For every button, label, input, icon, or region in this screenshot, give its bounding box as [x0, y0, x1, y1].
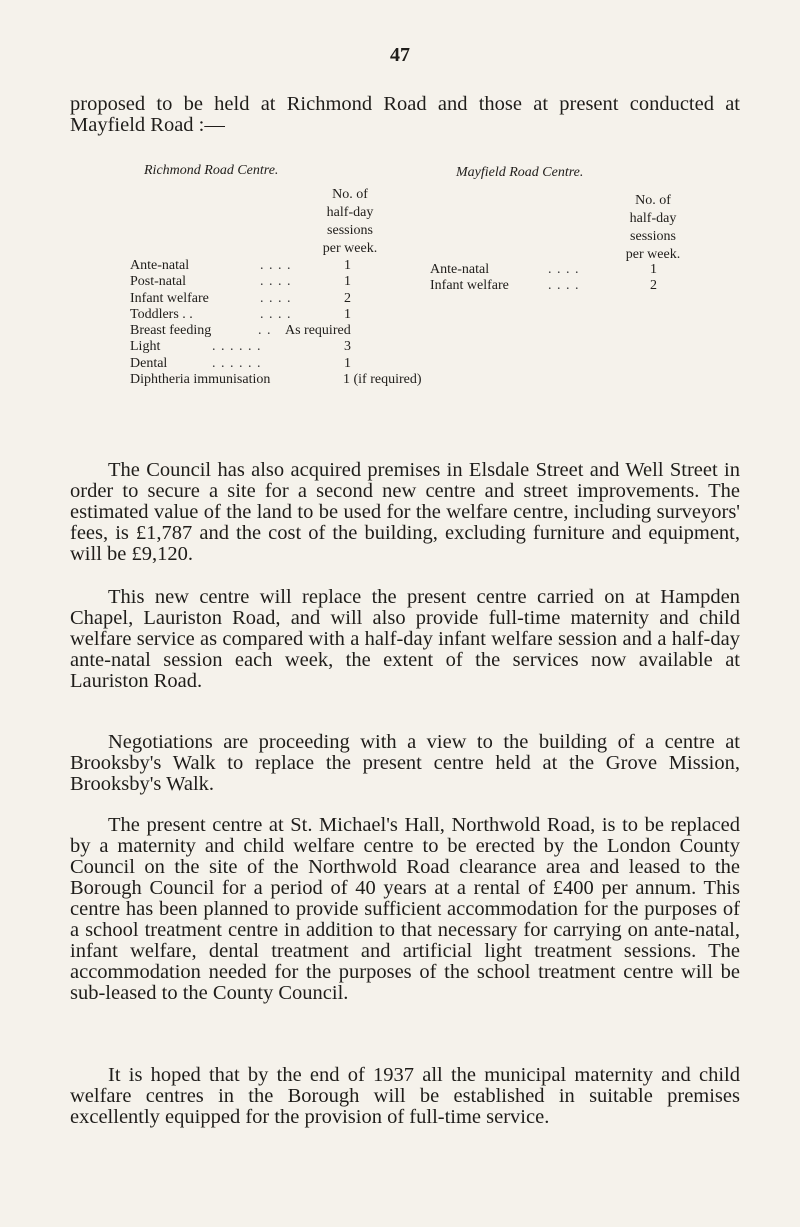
leader-dots: . . . .	[260, 306, 292, 322]
table-row	[130, 323, 470, 339]
mayfield-rows	[430, 262, 730, 295]
row-label: Ante-natal	[130, 258, 190, 273]
row-value: As required	[285, 323, 351, 339]
richmond-heading: Richmond Road Centre.	[144, 163, 279, 178]
row-value: 1	[344, 274, 351, 290]
richmond-units	[305, 186, 395, 258]
leader-dots: . .	[258, 323, 272, 339]
row-label: Light	[130, 339, 161, 355]
leader-dots: . . . . . .	[212, 339, 262, 355]
table-row	[430, 262, 730, 278]
page-number: 47	[390, 44, 410, 66]
table-row	[430, 278, 730, 294]
intro-text: proposed to be held at Richmond Road and those at present conducted at Mayfield Road :—	[70, 93, 740, 136]
row-value: 1	[344, 355, 351, 371]
row-value: 1	[650, 262, 657, 277]
row-label: Toddlers . .	[130, 306, 193, 322]
row-label: Post-natal	[130, 274, 186, 290]
row-value: 1	[344, 306, 351, 322]
paragraph: Negotiations are proceeding with a view to the building of a centre at Brooksby's Walk to replace the present centre held at the Grove Mission, Brooksby's Walk.	[70, 731, 740, 795]
paragraph: This new centre will replace the present centre carried on at Hampden Chapel, Lauriston Road, and will also provide full-time maternity and child welfare service as compared with a half-day infant welfare session and a half-day ante-natal session each week, the extent of the services now available at Lauriston Road.	[70, 586, 740, 692]
row-label: Dental	[130, 355, 168, 371]
row-label: Diphtheria immunisation	[130, 372, 271, 388]
units-line: No. of	[635, 193, 671, 208]
leader-dots: . . . . . .	[212, 355, 262, 371]
units-line: half-day	[629, 211, 677, 226]
paragraph: It is hoped that by the end of 1937 all the municipal maternity and child welfare centres in the Borough will be established in suitable premises excellently equipped for the provision of full-time service.	[70, 1064, 740, 1128]
row-label: Infant welfare	[130, 290, 209, 306]
units-line: half-day	[326, 205, 374, 220]
richmond-rows	[130, 258, 470, 388]
row-label: Infant welfare	[430, 278, 509, 294]
units-line: per week.	[625, 247, 681, 262]
row-value: 3	[344, 339, 351, 355]
units-line: sessions	[630, 229, 676, 244]
row-label: Ante-natal	[430, 262, 490, 277]
units-line: No. of	[332, 187, 368, 202]
leader-dots: . . . .	[260, 274, 292, 290]
leader-dots: . . . .	[260, 290, 292, 306]
table-row	[130, 307, 470, 323]
units-line: per week.	[322, 241, 378, 256]
units-line: sessions	[327, 223, 373, 238]
row-label: Breast feeding	[130, 323, 212, 339]
table-row	[130, 291, 470, 307]
leader-dots: . . . .	[548, 278, 580, 294]
mayfield-heading: Mayfield Road Centre.	[456, 165, 584, 180]
row-value: 2	[344, 290, 351, 306]
row-value: 2	[650, 278, 657, 294]
paragraph: The present centre at St. Michael's Hall, Northwold Road, is to be replaced by a maternity and child welfare centre to be erected by the London County Council on the site of the Northwold Road clearance area and leased to the Borough Council for a period of 40 years at a rental of £400 per annum. This centre has been planned to provide sufficient accommodation for the purposes of a school treatment centre in addition to that necessary for carrying on ante-natal, infant welfare, dental treatment and artificial light treatment sessions. The accommodation needed for the purposes of the school treatment centre will be sub-leased to the County Council.	[70, 814, 740, 1004]
mayfield-units	[608, 192, 698, 264]
leader-dots: . . . .	[260, 258, 292, 273]
paragraph: The Council has also acquired premises in Elsdale Street and Well Street in order to secure a site for a second new centre and street improvements. The estimated value of the land to be used for the welfare centre, including surveyors' fees, is £1,787 and the cost of the building, excluding furniture and equipment, will be £9,120.	[70, 459, 740, 565]
row-value: 1	[344, 258, 351, 273]
table-row	[130, 356, 470, 372]
row-value: 1 (if required)	[343, 372, 422, 388]
table-row	[130, 339, 470, 355]
table-row	[130, 372, 470, 388]
leader-dots: . . . .	[548, 262, 580, 277]
table-row	[130, 258, 470, 274]
table-row	[130, 274, 470, 290]
